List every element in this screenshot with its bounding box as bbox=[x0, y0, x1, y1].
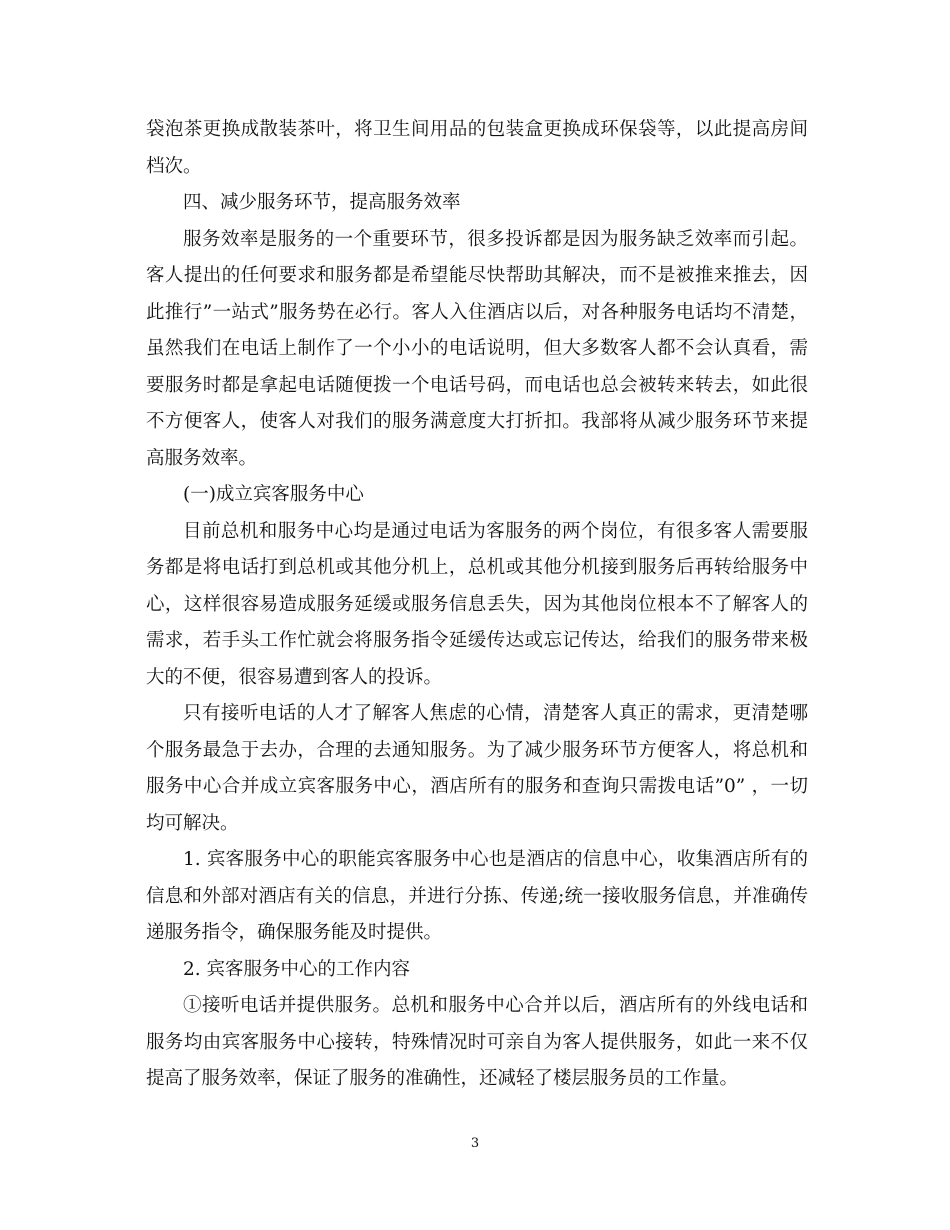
text-line: 只有接听电话的人才了解客人焦虑的心情，清楚客人真正的需求，更清楚哪 bbox=[183, 703, 808, 724]
text-line: 要服务时都是拿起电话随便拨一个电话号码，而电话也总会被转来转去，如此很 bbox=[146, 374, 808, 396]
text-line: 目前总机和服务中心均是通过电话为客服务的两个岗位，有很多客人需要服 bbox=[183, 520, 808, 542]
subsection-heading: (一)成立宾客服务中心 bbox=[183, 484, 364, 505]
text-line: ①接听电话并提供服务。总机和服务中心合并以后，酒店所有的外线电话和 bbox=[183, 995, 808, 1016]
text-line: 高服务效率。 bbox=[146, 447, 258, 469]
text-line: 提高了服务效率，保证了服务的准确性，还减轻了楼层服务员的工作量。 bbox=[146, 1068, 739, 1089]
text-line: 个服务最急于去办，合理的去通知服务。为了减少服务环节方便客人，将总机和 bbox=[146, 739, 808, 761]
page-number: 3 bbox=[470, 1136, 480, 1151]
text-line: 大的不便，很容易遭到客人的投诉。 bbox=[146, 666, 443, 688]
section-heading: 四、减少服务环节，提高服务效率 bbox=[183, 192, 461, 213]
text-line: 递服务指令，确保服务能及时提供。 bbox=[146, 922, 443, 943]
subsection-heading: 2. 宾客服务中心的工作内容 bbox=[183, 958, 411, 980]
text-line: 服务效率是服务的一个重要环节，很多投诉都是因为服务缺乏效率而引起。 bbox=[183, 228, 808, 250]
text-line: 服务均由宾客服务中心接转，特殊情况时可亲自为客人提供服务，如此一来不仅 bbox=[146, 1031, 808, 1053]
text-line: 信息和外部对酒店有关的信息，并进行分拣、传递;统一接收服务信息，并准确传 bbox=[146, 885, 808, 907]
text-line: 档次。 bbox=[146, 155, 202, 177]
text-line: 虽然我们在电话上制作了一个小小的电话说明，但大多数客人都不会认真看，需 bbox=[146, 338, 808, 359]
text-line: 1. 宾客服务中心的职能宾客服务中心也是酒店的信息中心，收集酒店所有的 bbox=[183, 849, 808, 870]
text-line: 心，这样很容易造成服务延缓或服务信息丢失，因为其他岗位根本不了解客人的 bbox=[146, 593, 808, 615]
text-line: 服务中心合并成立宾客服务中心，酒店所有的服务和查询只需拨电话”0” ，一切 bbox=[146, 776, 808, 797]
text-line: 客人提出的任何要求和服务都是希望能尽快帮助其解决，而不是被推来推去，因 bbox=[146, 265, 808, 286]
text-line: 需求，若手头工作忙就会将服务指令延缓传达或忘记传达，给我们的服务带来极 bbox=[146, 630, 808, 651]
body-text bbox=[146, 112, 808, 1098]
text-line: 袋泡茶更换成散装茶叶，将卫生间用品的包装盒更换成环保袋等，以此提高房间 bbox=[146, 119, 808, 140]
text-line: 务都是将电话打到总机或其他分机上，总机或其他分机接到服务后再转给服务中 bbox=[146, 557, 808, 578]
text-line: 不方便客人，使客人对我们的服务满意度大打折扣。我部将从减少服务环节来提 bbox=[146, 411, 808, 432]
text-line: 均可解决。 bbox=[146, 812, 239, 834]
text-line: 此推行”一站式”服务势在必行。客人入住酒店以后，对各种服务电话均不清楚， bbox=[146, 301, 808, 323]
